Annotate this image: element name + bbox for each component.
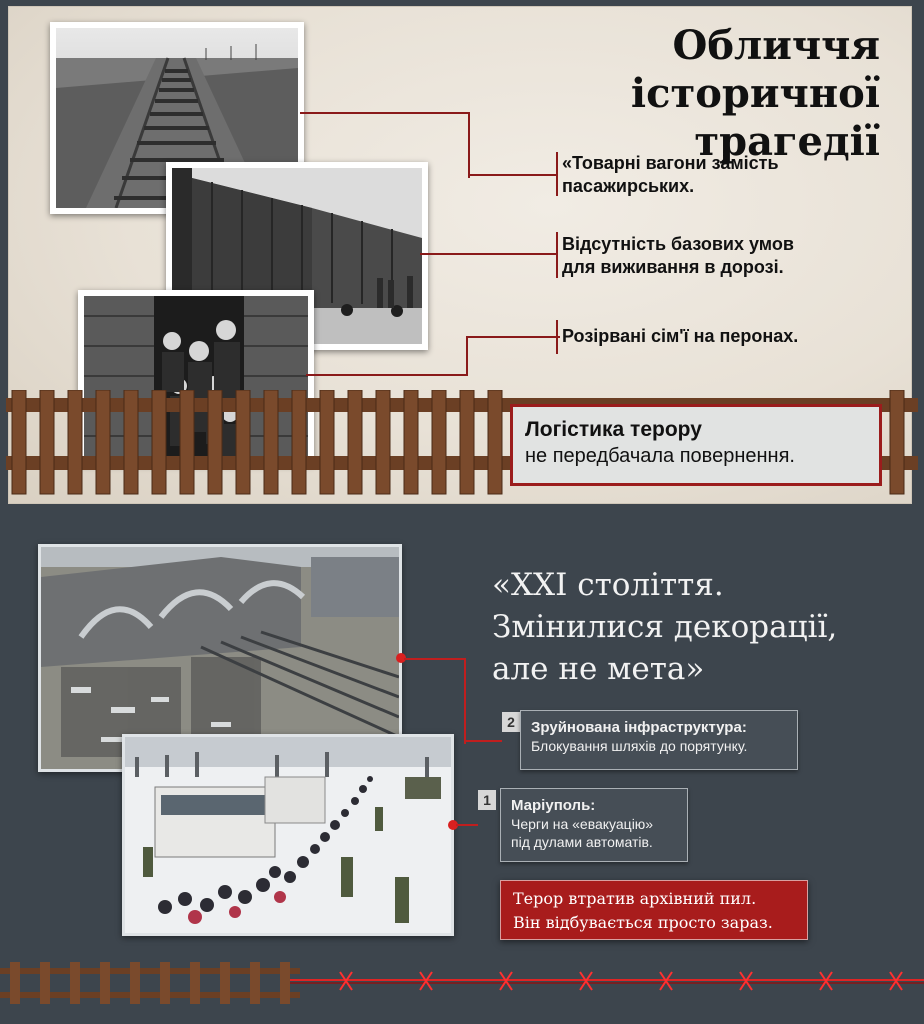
connector-mariupol (456, 824, 478, 826)
card-number-1: 1 (478, 790, 496, 810)
terror-now-alert: Терор втратив архівний пил. Він відбувається просто зараз. (500, 880, 808, 940)
photo-mariupol-queue (122, 734, 454, 936)
barbed-wire-graphic (0, 958, 924, 1008)
logistics-bold-text: Логістика терору (525, 418, 702, 441)
connector-station (404, 658, 466, 744)
card-number-2: 2 (502, 712, 520, 732)
connector-line-2 (420, 253, 558, 255)
logistics-of-terror-box (510, 404, 882, 486)
title-line-2: трагедії (694, 118, 880, 165)
bracket-1 (556, 152, 558, 196)
connector-line-1b (468, 174, 558, 176)
page-title (420, 22, 880, 166)
bullet-survival-conditions: Відсутність базових умов для виживання в дорозі. (562, 234, 794, 277)
bullet-freight-wagons: «Товарні вагони замість пасажирських. (562, 153, 779, 196)
card-mariupol: Маріуполь: Черги на «евакуацію» під дулами автоматів. (500, 788, 688, 862)
connector-station-b (464, 740, 502, 742)
quote-21st-century: «XXI століття. Змінилися декорації, але не мета» (492, 567, 838, 687)
title-line-1: Обличчя історичної (630, 22, 880, 117)
bracket-2 (556, 232, 558, 278)
connector-line-3b (466, 336, 560, 376)
card-destroyed-infrastructure: Зруйнована інфраструктура: Блокування шляхів до порятунку. (520, 710, 798, 770)
bracket-3 (556, 320, 558, 354)
logistics-text: не передбачала повернення. (525, 445, 795, 467)
bullet-torn-families: Розірвані сім'ї на перонах. (562, 326, 799, 346)
connector-line-3 (306, 336, 466, 376)
connector-line-1 (300, 112, 470, 178)
